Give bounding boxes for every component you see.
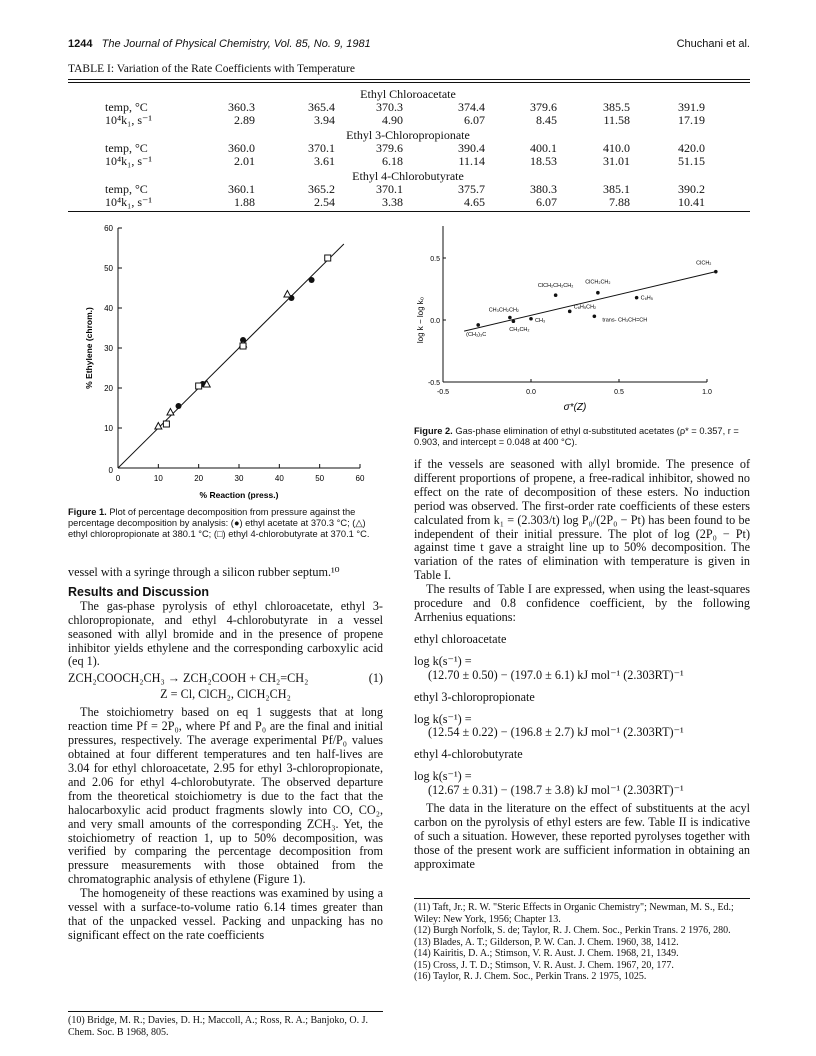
y-tick-label: 30 [104,344,113,353]
figure-1-caption-label: Figure 1. [68,507,107,517]
x-tick-label: 10 [153,474,163,483]
table-top-rule-2 [68,82,750,83]
arrhenius-lhs: log k(s⁻¹) = [414,711,472,726]
x-axis-label: σ*(Z) [563,402,587,413]
data-point [714,270,718,274]
equation-1 [68,672,383,688]
table-row-label: temp, °C [105,141,148,155]
data-point-square [196,383,202,389]
footnote: (15) Cross, J. T. D.; Stimson, V. R. Aust. J. Chem. 1967, 20, 177. [414,959,674,971]
data-point [593,314,597,318]
arrhenius-lhs: log k(s⁻¹) = [414,653,472,668]
left-footnote-rule [68,1011,383,1012]
left-column [68,566,383,943]
footnote: (12) Burgh Norfolk, S. de; Taylor, R. J. Chem. Soc., Perkin Trans. 2 1976, 280. [414,925,731,936]
y-tick-label: 60 [104,224,113,233]
table-cell: 420.0 [678,141,705,155]
table-cell: 2.89 [234,113,255,127]
table-cell: 390.2 [678,182,705,196]
y-tick-label: 10 [104,424,113,433]
data-point [635,296,639,300]
table-cell: 379.6 [376,141,403,155]
footnote: (16) Taylor, R. J. Chem. Soc., Perkin Trans. 2 1975, 1025. [414,971,647,982]
table-row-label: 10⁴k₁, s⁻¹ [105,195,152,209]
data-point [529,317,533,321]
data-point [554,293,558,297]
right-footnote-rule [414,898,750,899]
y-tick-label: 20 [104,384,113,393]
left-para-3: The homogeneity of these reactions was examined by using a vessel with a surface-to-volume ratio 6.14 times greater than that of the unpacked vessel. Packing and unpacking has no significant effect on the rate coefficients [68,886,383,942]
table-cell: 360.0 [228,141,255,155]
arrhenius-rhs: (12.70 ± 0.50) − (197.0 ± 6.1) kJ mol⁻¹ (2.303RT)⁻¹ [428,667,684,682]
footnote: (13) Blades, A. T.; Gilderson, P. W. Can. J. Chem. 1960, 38, 1412. [414,936,679,948]
page-number: 1244 [68,38,93,50]
table-cell: 370.1 [376,182,403,196]
left-para-0: vessel with a syringe through a silicon rubber septum.¹⁰ [68,565,340,579]
table-cell: 6.07 [464,113,485,127]
point-label: (CH₃)₃C [466,331,487,338]
arrhenius-ester-name: ethyl 4-chlorobutyrate [414,747,523,762]
point-label: trans- CH₃CH=CH [602,317,648,324]
equation-1-text: ZCH₂COOCH₂CH₃ → ZCH₂COOH + CH₂=CH₂ [68,671,309,686]
table-row-label: 10⁴k₁, s⁻¹ [105,154,152,168]
data-point-square [240,343,246,349]
data-point-triangle [284,291,291,298]
table-cell: 17.19 [678,113,705,127]
x-tick-label: 1.0 [702,389,712,396]
footnote-10: (10) Bridge, M. R.; Davies, D. H.; Maccoll, A.; Ross, R. A.; Banjoko, O. J. Chem. Soc. B 1968, 805. [68,1015,368,1038]
y-axis-label: log k − log k₀ [416,296,425,344]
table-section-heading: Ethyl Chloroacetate [360,87,456,101]
table-title: TABLE I: Variation of the Rate Coefficients with Temperature [68,63,355,75]
point-label: ClCH₂ [696,260,712,267]
running-header [68,38,371,50]
table-cell: 11.14 [458,154,485,168]
table-cell: 374.4 [458,100,485,114]
table-cell: 375.7 [458,182,485,196]
y-tick-label: 50 [104,264,113,273]
figure-2-caption [414,426,749,448]
point-label: ClCH₂CH₂ [585,279,611,286]
data-point [596,291,600,295]
arrhenius-equations [414,633,750,798]
data-point [476,323,480,327]
table-cell: 2.01 [234,154,255,168]
right-column [414,458,750,872]
data-point [512,319,516,323]
point-label: C₆H₅CH₂ [573,304,597,311]
table-cell: 385.5 [603,100,630,114]
data-point [568,310,572,314]
right-para-1: if the vessels are seasoned with allyl bromide. The presence of different proportions of propene, a free-radical inhibitor, showed no effect on the rate of decomposition of these esters. No induction period was observed. The first-order rate coefficients of these esters calculated from k₁ = (2.303/t) log P₀/(2P₀ − Pt) has been found to be independent of their initial pressure. The plot of log (2P₀ − Pt) against time t gave a straight line up to 50% decomposition. The variation of the rates of elimination with temperature is given in Table I. [414,457,750,583]
table-cell: 6.18 [382,154,403,168]
x-tick-label: 50 [315,474,325,483]
table-cell: 380.3 [530,182,557,196]
x-tick-label: 40 [274,474,284,483]
table-cell: 385.1 [603,182,630,196]
running-author: Chuchani et al. [676,38,750,50]
table-cell: 10.41 [678,195,705,209]
figure-1-caption [68,507,383,540]
x-tick-label: 30 [234,474,244,483]
table-cell: 1.88 [234,195,255,209]
data-point-square [325,255,331,261]
table-cell: 4.90 [382,113,403,127]
data-point-circle [176,403,182,409]
table-cell: 370.1 [308,141,335,155]
arrhenius-ester-name: ethyl chloroacetate [414,631,507,646]
x-tick-label: 20 [194,474,204,483]
table-cell: 360.3 [228,100,255,114]
table-cell: 4.65 [464,195,485,209]
table-cell: 7.88 [609,195,630,209]
figure-1-caption-text: Plot of percentage decomposition from pressure against the percentage decomposition by analysis: (●) ethyl acetate at 370.3 °C; (△) ethyl chloropropionate at 380.1 °C; (□) ethyl 4-chlorobutyrate at 370.1 °C. [68,507,370,539]
x-tick-label: -0.5 [436,389,450,396]
right-para-3: The data in the literature on the effect of substituents at the acyl carbon on the pyrolysis of ethyl esters are few. Table II is indicative of such a situation. However, these reported pyrolyses together with those of the present work are sufficient information in obtaining an approximate [414,801,750,871]
right-para-2: The results of Table I are expressed, when using the least-squares procedure and 0.8 confidence coefficient, by the following Arrhenius equations: [414,582,750,624]
table-top-rule [68,79,750,80]
arrhenius-lhs: log k(s⁻¹) = [414,769,472,784]
table-cell: 3.94 [314,113,335,127]
point-label: ClCH₂CH₂CH₂ [537,283,574,290]
table-cell: 11.58 [603,113,630,127]
section-heading: Results and Discussion [68,584,210,599]
arrhenius-rhs: (12.54 ± 0.22) − (196.8 ± 2.7) kJ mol⁻¹ (2.303RT)⁻¹ [428,725,684,740]
x-tick-label: 0.0 [526,389,536,396]
figure-2-caption-text: Gas-phase elimination of ethyl α-substituted acetates (ρ* = 0.357, r = 0.903, and intercept = 0.048 at 400 °C). [414,426,739,447]
table-cell: 365.2 [308,182,335,196]
table-cell: 391.9 [678,100,705,114]
y-tick-label: 40 [104,304,113,313]
data-point-square [163,421,169,427]
journal-name: The Journal of Physical Chemistry, Vol. 85, No. 9, 1981 [101,38,371,50]
table-cell: 400.1 [530,141,557,155]
table-cell: 379.6 [530,100,557,114]
arrhenius-ester-name: ethyl 3-chloropropionate [414,689,535,704]
footnote: (14) Kairitis, D. A.; Stimson, V. R. Aust. J. Chem. 1968, 21, 1349. [414,948,679,959]
table-cell: 360.1 [228,182,255,196]
point-label: CH₃CH₂ [509,327,530,334]
table-cell: 370.3 [376,100,403,114]
table-cell: 51.15 [678,154,705,168]
figure-2-chart [405,216,750,426]
table-cell: 390.4 [458,141,485,155]
right-footnotes [414,902,750,983]
table-cell: 3.61 [314,154,335,168]
figure-2-caption-label: Figure 2. [414,426,453,436]
equation-1-z: Z = Cl, ClCH₂, ClCH₂CH₂ [160,687,291,702]
y-axis-label: % Ethylene (chrom.) [84,307,94,389]
y-tick-label: -0.5 [427,380,440,387]
table-section-heading: Ethyl 3-Chloropropionate [346,128,470,142]
figure-1-chart [68,216,368,506]
figure-1-marks [118,244,344,468]
left-para-2: The stoichiometry based on eq 1 suggests that at long reaction time Pf = 2P₀, where Pf and P₀ are the final and initial pressures, respectively. The average experimental Pf/P₀ values obtained at four different temperatures and ten half-lives are 3.04 for ethyl chloroacetate, 2.95 for ethyl 3-chloropropionate, and 2.06 for ethyl 4-chlorobutyrate. The observed departure from the theoretical stoichiometry is due to the fact that the halocarboxylic acid product fragments slowly into CO, CO₂, and very small amounts of the corresponding ZCH₃. Yet, the stoichiometry of reaction 1, up to 50% decomposition, was verified by comparing the percentage decomposition from pressure measurements with those obtained from the chromatographic analysis of ethylene (Figure 1). [68,705,383,887]
point-label: C₆H₅ [640,295,653,302]
x-axis-label: % Reaction (press.) [199,490,279,500]
table-cell: 365.4 [308,100,335,114]
footnote: (11) Taft, Jr.; R. W. "Steric Effects in Organic Chemistry"; Newman, M. S., Ed.; Wiley: New York, 1956; Chapter 13. [414,902,734,925]
table-row-label: 10⁴k₁, s⁻¹ [105,113,152,127]
table-cell: 6.07 [536,195,557,209]
table-cell: 410.0 [603,141,630,155]
point-label: CH₃CH₂CH₂ [488,307,520,314]
table-cell: 3.38 [382,195,403,209]
table-cell: 31.01 [603,154,630,168]
table-row-label: temp, °C [105,182,148,196]
table-bottom-rule [68,211,750,212]
table-row-label: temp, °C [105,100,148,114]
x-tick-label: 0 [115,474,121,483]
y-tick-label: 0.5 [430,256,440,263]
table-cell: 8.45 [536,113,557,127]
data-point-circle [309,277,315,283]
table-section-heading: Ethyl 4-Chlorobutyrate [352,169,464,183]
figure-2-axes [416,226,712,413]
y-tick-label: 0.0 [430,318,440,325]
data-point-triangle [167,409,174,416]
arrhenius-rhs: (12.67 ± 0.31) − (198.7 ± 3.8) kJ mol⁻¹ (2.303RT)⁻¹ [428,783,684,798]
left-para-1: The gas-phase pyrolysis of ethyl chloroacetate, ethyl 3-chloropropionate, and ethyl 4-chlorobutyrate in a vessel seasoned with allyl bromide and in the presence of propene inhibitor yields ethylene and the corresponding carboxylic acid (eq 1). [68,598,383,669]
table-cell: 2.54 [314,195,335,209]
x-tick-label: 60 [355,474,365,483]
equation-1-number: (1) [368,671,383,686]
x-tick-label: 0.5 [614,389,624,396]
point-label: CH₃ [535,317,546,324]
data-point [508,316,512,320]
figure-2-marks [464,261,717,338]
table-cell: 18.53 [530,154,557,168]
origin-label: 0 [108,466,113,475]
